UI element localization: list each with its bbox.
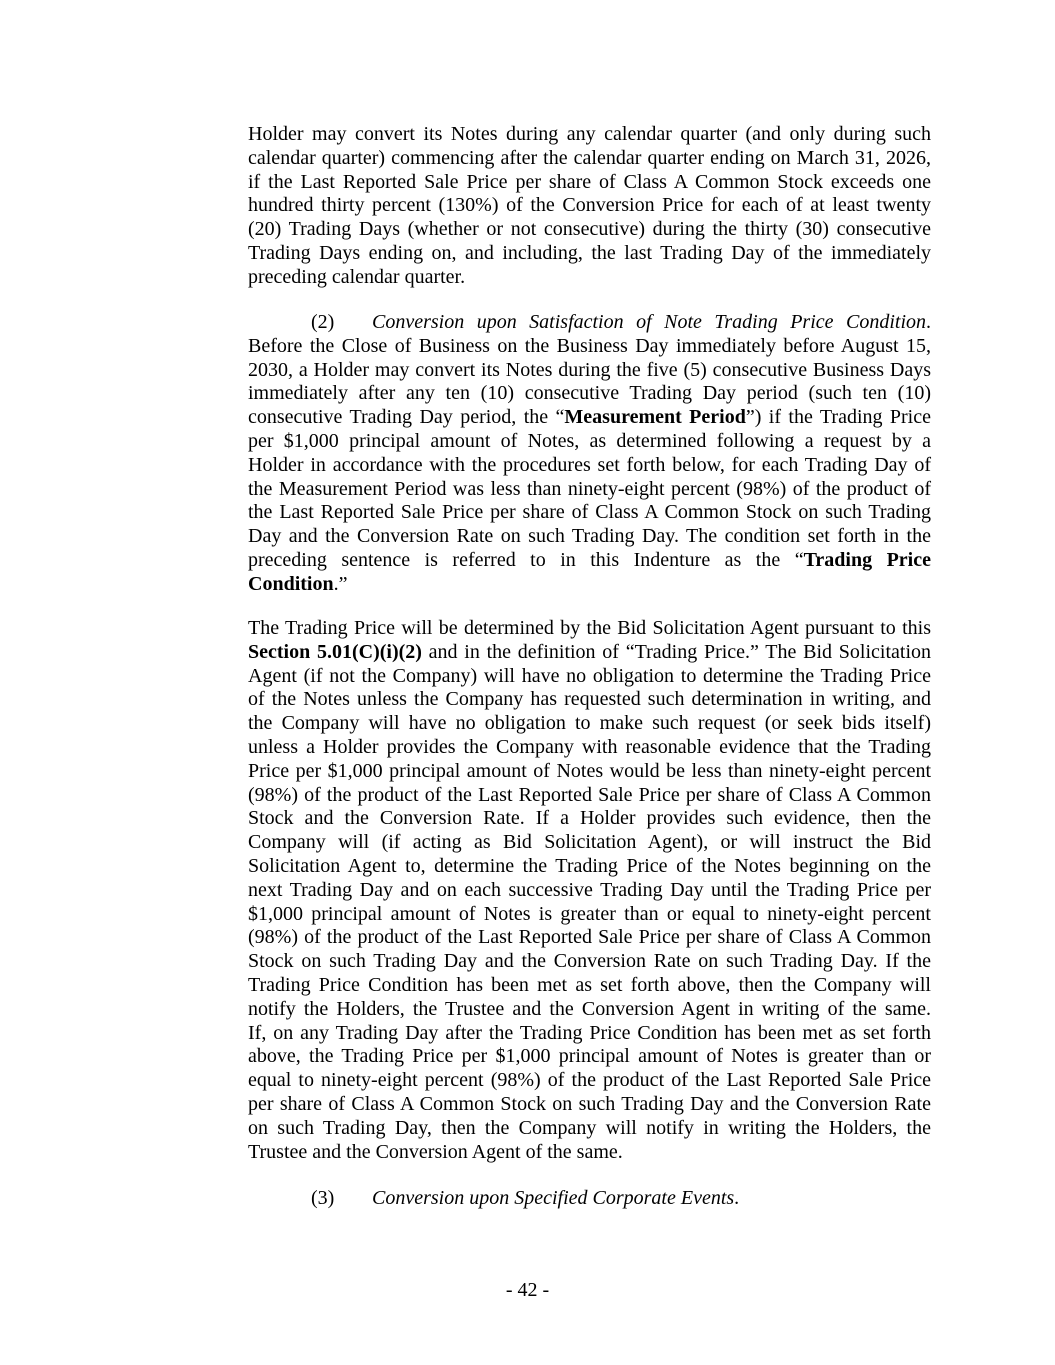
text-line: the Company will have no obligation to make such request (or seek bids itself) (248, 712, 931, 735)
subsection-number: (2) (311, 311, 335, 333)
subsection-heading (372, 1187, 931, 1211)
text-line (248, 641, 931, 665)
text-line: $1,000 principal amount of Notes is greater than or equal to ninety-eight percent (248, 902, 931, 925)
text-line (248, 573, 931, 597)
defined-term: Measurement Period (564, 406, 746, 429)
subsection-heading (372, 311, 931, 335)
text-line: equal to ninety-eight percent (98%) of the product of the Last Reported Sale Price (248, 1069, 931, 1092)
text-line: calendar quarter) commencing after the calendar quarter ending on March 31, 2026, (248, 146, 931, 169)
text-line: Solicitation Agent to, determine the Trading Price of the Notes beginning on the (248, 854, 931, 877)
page-number: - 42 - (505, 1279, 550, 1301)
text-line (248, 406, 931, 430)
subsection-number: (3) (311, 1187, 335, 1209)
text-line: hundred thirty percent (130%) of the Conversion Price for each of at least twenty (248, 194, 931, 217)
text-line (248, 549, 931, 573)
text-line: on such Trading Day, then the Company will notify in writing the Holders, the (248, 1116, 931, 1139)
text-line: Price per $1,000 principal amount of Notes would be less than ninety-eight percent (248, 759, 931, 782)
defined-term: Trading Price (803, 548, 931, 571)
heading-punctuation: . (926, 311, 931, 333)
text-segment: ”) if the Trading Price (745, 406, 931, 429)
text-line: (98%) of the product of the Last Reported Sale Price per share of Class A Common (248, 783, 931, 806)
text-line: next Trading Day and on each successive Trading Day until the Trading Price per (248, 878, 931, 901)
text-line: Trustee and the Conversion Agent of the same. (248, 1140, 623, 1163)
text-line: (20) Trading Days (whether or not consecutive) during the thirty (30) consecutive (248, 218, 931, 241)
paragraph (248, 1187, 931, 1211)
text-line: Before the Close of Business on the Business Day immediately before August 15, (248, 334, 931, 357)
text-line: 2030, a Holder may convert its Notes during the five (5) consecutive Business Days (248, 358, 931, 381)
subsection-heading-line (248, 1187, 931, 1211)
heading-punctuation: . (734, 1187, 740, 1209)
paragraph (248, 123, 931, 290)
text-line: immediately after any ten (10) consecutive Trading Day period (such ten (10) (248, 382, 931, 405)
text-segment: preceding sentence is referred to in this Indenture as the “ (248, 548, 804, 571)
text-line: unless a Holder provides the Company with reasonable evidence that the Trading (248, 735, 931, 758)
text-line: (98%) of the product of the Last Reported Sale Price per share of Class A Common (248, 926, 931, 949)
text-line: Stock on such Trading Day and the Conversion Rate on such Trading Day. If the (248, 950, 931, 973)
text-line: the Last Reported Sale Price per share of Class A Common Stock on such Trading (248, 501, 931, 524)
subsection-title: Conversion upon Specified Corporate Events (372, 1187, 735, 1209)
text-line: notify the Holders, the Trustee and the Conversion Agent in writing of the same. (248, 997, 931, 1020)
text-line: Day and the Conversion Rate on such Trading Day. The condition set forth in the (248, 525, 931, 548)
text-line: Company will (if acting as Bid Solicitation Agent), or will instruct the Bid (248, 831, 931, 854)
text-line: per $1,000 principal amount of Notes, as determined following a request by a (248, 429, 931, 452)
subsection-title: Conversion upon Satisfaction of Note Trading Price Condition (372, 311, 926, 333)
text-line: preceding calendar quarter. (248, 265, 466, 288)
text-line: Agent (if not the Company) will have no obligation to determine the Trading Price (248, 664, 931, 687)
subsection-heading-line (248, 311, 931, 335)
paragraph (248, 617, 931, 1164)
defined-term: Condition (248, 572, 334, 595)
text-line: above, the Trading Price per $1,000 principal amount of Notes is greater than or (248, 1045, 931, 1068)
text-line: the Measurement Period was less than ninety-eight percent (98%) of the product of (248, 477, 931, 500)
text-segment: and in the definition of “Trading Price.” The Bid Solicitation (421, 640, 932, 663)
text-line: If, on any Trading Day after the Trading Price Condition has been met as set forth (248, 1021, 931, 1044)
text-line: Trading Price Condition has been met as set forth above, then the Company will (248, 973, 931, 996)
text-line: Stock and the Conversion Rate. If a Holder provides such evidence, then the (248, 807, 931, 830)
text-line: per share of Class A Common Stock on such Trading Day and the Conversion Rate (248, 1092, 931, 1115)
text-line: Holder may convert its Notes during any calendar quarter (and only during such (248, 123, 931, 145)
text-line: of the Notes unless the Company has requested such determination in writing, and (248, 688, 931, 711)
text-segment: .” (333, 572, 348, 595)
section-reference: Section 5.01(C)(i)(2) (248, 640, 422, 663)
text-line: The Trading Price will be determined by the Bid Solicitation Agent pursuant to this (248, 617, 931, 639)
paragraph (248, 311, 931, 597)
text-line: Trading Days ending on, and including, the last Trading Day of the immediately (248, 241, 931, 264)
text-line: if the Last Reported Sale Price per share of Class A Common Stock exceeds one (248, 170, 931, 193)
text-line: Holder in accordance with the procedures set forth below, for each Trading Day of (248, 453, 931, 476)
text-segment: consecutive Trading Day period, the “ (248, 406, 565, 429)
